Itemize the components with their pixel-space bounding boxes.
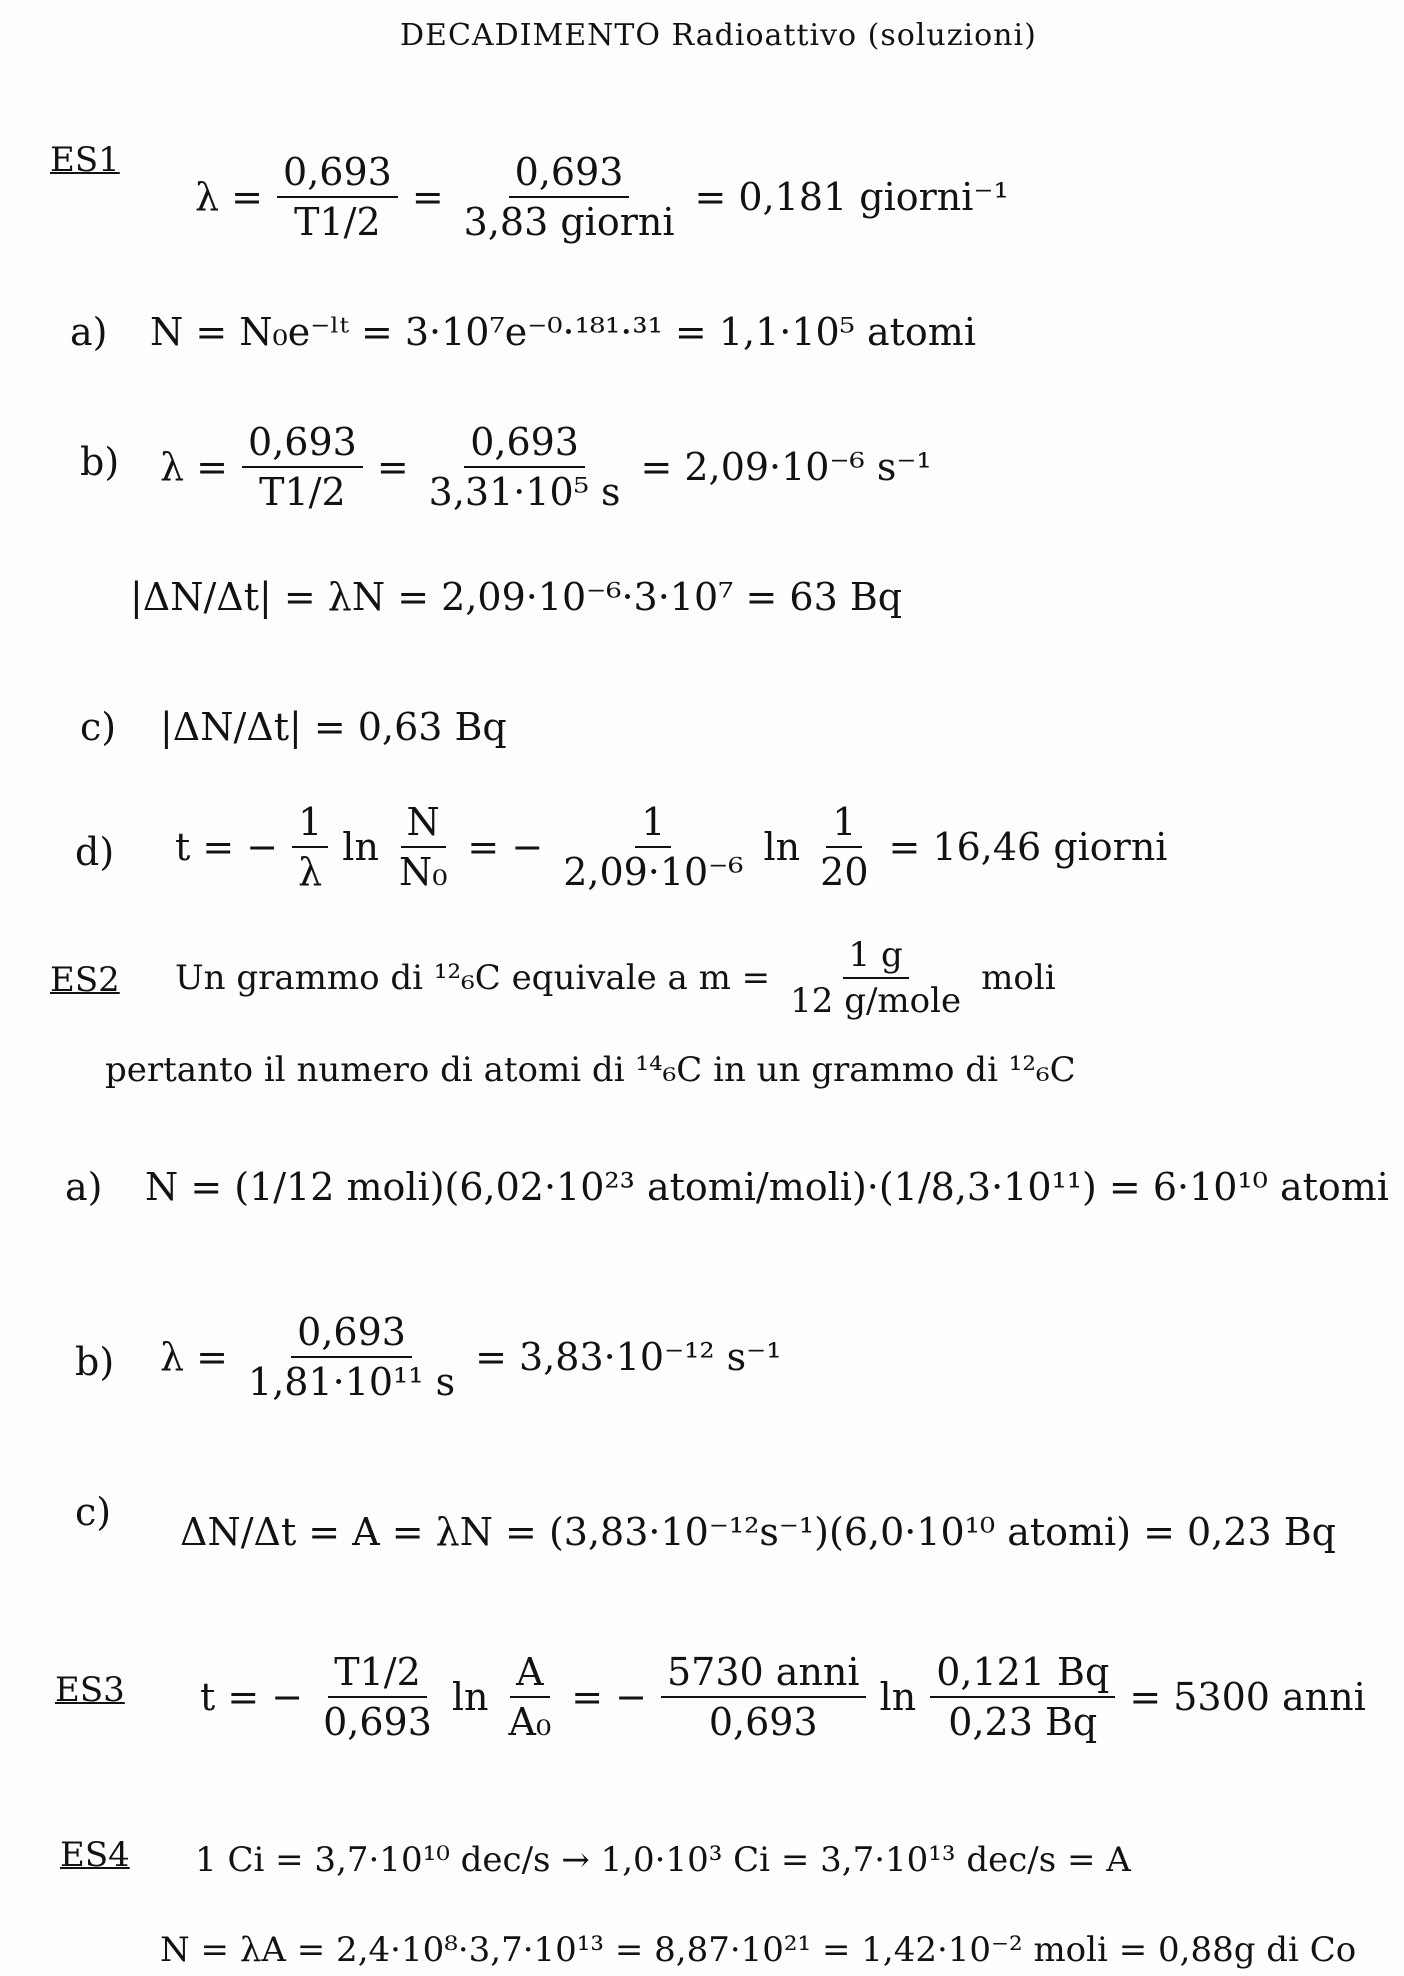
es1-lambda-lhs: λ = <box>195 175 264 219</box>
es2-label: ES2 <box>50 960 120 1000</box>
es1-d-frac4-num: 1 <box>826 800 862 848</box>
es3-eq1: = − <box>571 1675 647 1719</box>
es1-lambda-frac1-den: T1/2 <box>294 200 381 244</box>
es2-b-frac1-num: 0,693 <box>291 1310 412 1358</box>
es1-b-frac2-num: 0,693 <box>464 420 585 468</box>
es2-a-equation: N = (1/12 moli)(6,02·10²³ atomi/moli)·(1/8,3·10¹¹) = 6·10¹⁰ atomi <box>145 1165 1389 1209</box>
es1-c-equation: |ΔN/Δt| = 0,63 Bq <box>160 705 507 749</box>
es1-lambda-frac1-num: 0,693 <box>277 150 398 198</box>
es1-lambda-result: = 0,181 giorni⁻¹ <box>694 175 1009 219</box>
es2-a-marker: a) <box>65 1165 103 1209</box>
es1-c-marker: c) <box>80 705 117 749</box>
es3-ln1: ln <box>451 1675 489 1719</box>
es1-d-frac3-num: 1 <box>635 800 671 848</box>
es4-label: ES4 <box>60 1835 130 1875</box>
es1-lambda-frac2-den: 3,83 giorni <box>463 200 675 244</box>
es1-a-equation: N = N₀e⁻ˡᵗ = 3·10⁷e⁻⁰·¹⁸¹·³¹ = 1,1·10⁵ atomi <box>150 310 976 354</box>
es1-b-lhs: λ = <box>160 445 229 489</box>
es2-b-equation <box>160 1310 781 1404</box>
es3-equation <box>200 1650 1366 1744</box>
es2-intro1-frac-den: 12 g/mole <box>790 981 962 1021</box>
es1-b-frac2-den: 3,31·10⁵ s <box>428 470 621 514</box>
es1-d-frac1-num: 1 <box>292 800 328 848</box>
es1-b-frac1-num: 0,693 <box>242 420 363 468</box>
es3-frac1 <box>317 1650 438 1744</box>
es2-intro-line1 <box>175 935 1056 1021</box>
es3-frac3-den: 0,693 <box>708 1700 818 1744</box>
es3-frac1-num: T1/2 <box>328 1650 427 1698</box>
es3-frac2-num: A <box>510 1650 549 1698</box>
es2-b-frac1-den: 1,81·10¹¹ s <box>248 1360 456 1404</box>
es1-d-frac4-den: 20 <box>820 850 869 894</box>
es3-frac4 <box>930 1650 1115 1744</box>
es2-intro-line2: pertanto il numero di atomi di ¹⁴₆C in un grammo di ¹²₆C <box>105 1050 1076 1090</box>
es1-d-lhs: t = − <box>175 825 279 869</box>
es1-a-marker: a) <box>70 310 108 354</box>
es1-d-frac1-den: λ <box>298 850 323 894</box>
es2-intro1-frac <box>784 935 967 1021</box>
es2-intro1-frac-num: 1 g <box>843 935 909 979</box>
es1-d-eq1: = − <box>467 825 544 869</box>
es1-d-frac3 <box>557 800 749 894</box>
page-title: DECADIMENTO Radioattivo (soluzioni) <box>400 18 1037 53</box>
es1-lambda-frac1 <box>277 150 398 244</box>
es2-b-result: = 3,83·10⁻¹² s⁻¹ <box>475 1335 782 1379</box>
es2-b-marker: b) <box>75 1340 115 1384</box>
es3-frac4-num: 0,121 Bq <box>930 1650 1115 1698</box>
es1-lambda-eq1: = <box>411 175 444 219</box>
es3-result: = 5300 anni <box>1129 1675 1366 1719</box>
es1-label: ES1 <box>50 140 120 180</box>
es2-b-lhs: λ = <box>160 1335 229 1379</box>
es1-lambda-frac2-num: 0,693 <box>509 150 630 198</box>
es1-b-lambda-equation <box>160 420 932 514</box>
es1-b-frac1-den: T1/2 <box>259 470 346 514</box>
es3-label: ES3 <box>55 1670 125 1710</box>
es1-d-frac2-den: N₀ <box>398 850 448 894</box>
es1-lambda-equation <box>195 150 1009 244</box>
es1-d-ln2: ln <box>763 825 801 869</box>
es1-d-frac3-den: 2,09·10⁻⁶ <box>563 850 744 894</box>
es1-b-result: = 2,09·10⁻⁶ s⁻¹ <box>640 445 932 489</box>
es1-b-activity: |ΔN/Δt| = λN = 2,09·10⁻⁶·3·10⁷ = 63 Bq <box>130 575 903 619</box>
es1-d-equation <box>175 800 1167 894</box>
es1-d-frac2-num: N <box>401 800 446 848</box>
es1-d-frac1 <box>292 800 328 894</box>
es2-b-frac1 <box>242 1310 461 1404</box>
es2-intro1-unit: moli <box>981 958 1056 998</box>
es2-c-marker: c) <box>75 1490 112 1534</box>
es4-line2: N = λA = 2,4·10⁸·3,7·10¹³ = 8,87·10²¹ = 1,42·10⁻² moli = 0,88g di Co <box>160 1930 1357 1970</box>
es1-b-frac2 <box>423 420 627 514</box>
es2-intro1-text: Un grammo di ¹²₆C equivale a m = <box>175 958 771 998</box>
es3-frac3-num: 5730 anni <box>661 1650 866 1698</box>
es3-frac2 <box>503 1650 558 1744</box>
es1-d-marker: d) <box>75 830 115 874</box>
es1-d-frac4 <box>814 800 874 894</box>
es1-d-ln1: ln <box>342 825 379 869</box>
es3-frac1-den: 0,693 <box>323 1700 432 1744</box>
es4-line1: 1 Ci = 3,7·10¹⁰ dec/s → 1,0·10³ Ci = 3,7·10¹³ dec/s = A <box>195 1840 1131 1880</box>
es1-b-eq1: = <box>376 445 409 489</box>
es1-b-marker: b) <box>80 440 120 484</box>
es1-lambda-frac2 <box>458 150 681 244</box>
es3-frac3 <box>661 1650 866 1744</box>
es1-b-frac1 <box>242 420 363 514</box>
es3-lhs: t = − <box>200 1675 304 1719</box>
es3-frac2-den: A₀ <box>508 1700 552 1744</box>
es3-frac4-den: 0,23 Bq <box>948 1700 1098 1744</box>
es3-ln2: ln <box>879 1675 917 1719</box>
es1-d-result: = 16,46 giorni <box>888 825 1168 869</box>
es1-d-frac2 <box>393 800 453 894</box>
es2-c-equation: ΔN/Δt = A = λN = (3,83·10⁻¹²s⁻¹)(6,0·10¹⁰ atomi) = 0,23 Bq <box>180 1510 1336 1554</box>
